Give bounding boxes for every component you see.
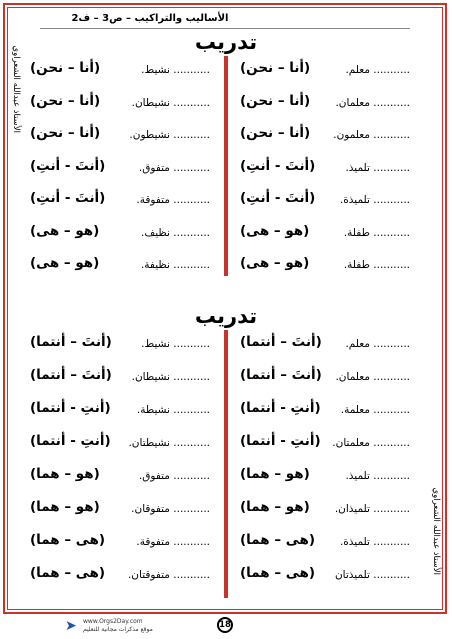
exercise-prompt: ........... معلمون. [333, 129, 410, 141]
exercise-prompt: ........... متفوقتان. [127, 569, 210, 581]
exercise-prompt: ........... متفوقة. [136, 536, 210, 548]
exercise-row-s2-right-3 [240, 400, 410, 422]
exercise-choices: (هى – هما) [240, 532, 315, 548]
exercise-prompt: ........... معلم. [345, 338, 410, 350]
exercise-row-s1-left-3 [30, 125, 210, 147]
exercise-choices: (هو – هى) [30, 222, 100, 239]
section-2-divider [224, 330, 228, 598]
exercise-row-s1-left-1 [30, 60, 210, 82]
exercise-prompt: ........... معلمتان. [332, 437, 410, 449]
exercise-prompt: ........... معلمة. [340, 404, 410, 416]
exercise-prompt: ........... تلميذتان [334, 569, 410, 581]
page-footer [55, 616, 395, 636]
exercise-choices: (أنا – نحن) [240, 60, 311, 76]
exercise-row-s2-left-1 [30, 334, 210, 356]
header-divider [40, 28, 410, 29]
exercise-choices: (أنتَ – أنتما) [240, 334, 322, 350]
exercise-row-s2-right-1 [240, 334, 410, 356]
exercise-row-s2-right-6 [240, 499, 410, 521]
exercise-row-s2-right-4 [240, 433, 410, 455]
exercise-row-s2-right-7 [240, 532, 410, 554]
exercise-row-s2-left-5 [30, 466, 210, 488]
exercise-prompt: ........... طفلة. [343, 259, 410, 271]
exercise-choices: (هو – هى) [240, 222, 310, 239]
exercise-prompt: ........... طفلة. [343, 226, 410, 239]
section-1-divider [224, 56, 228, 276]
site-logo-icon: ➤ [65, 618, 77, 634]
exercise-prompt: ........... متفوق. [138, 161, 210, 174]
exercise-prompt: ........... تلميذة. [339, 194, 410, 206]
exercise-choices: (أنتَ – أنتما) [240, 367, 322, 383]
exercise-choices: (هو – هى) [30, 255, 100, 271]
exercise-prompt: ........... متفوق. [138, 470, 210, 482]
exercise-choices: (أنا – نحن) [30, 92, 101, 109]
exercise-choices: (أنتِ - أنتما) [240, 433, 321, 449]
exercise-prompt: ........... نشيطة. [136, 404, 210, 416]
exercise-row-s2-left-4 [30, 433, 210, 455]
exercise-choices: (أنتِ - أنتما) [240, 400, 321, 416]
exercise-prompt: ........... معلم. [345, 64, 410, 76]
exercise-choices: (أنتَ – أنتما) [30, 334, 112, 350]
exercise-prompt: ........... متفوقة. [136, 194, 210, 206]
exercise-prompt: ........... تلميذة. [339, 536, 410, 548]
exercise-row-s2-right-5 [240, 466, 410, 488]
exercise-choices: (أنتَ - أنتِ) [30, 190, 106, 206]
exercise-prompt: ........... تلميذ. [345, 161, 410, 174]
exercise-row-s1-left-6 [30, 223, 210, 245]
exercise-prompt: ........... نشيطتان. [128, 437, 210, 449]
exercise-choices: (أنا – نحن) [240, 125, 311, 141]
exercise-row-s1-left-2 [30, 93, 210, 115]
exercise-choices: (هو – هما) [240, 499, 310, 515]
exercise-choices: (أنا – نحن) [30, 60, 101, 76]
exercise-row-s1-left-5 [30, 190, 210, 212]
exercise-row-s1-left-7 [30, 255, 210, 277]
exercise-choices: (أنتَ - أنتِ) [30, 157, 106, 174]
exercise-choices: (أنتَ - أنتِ) [240, 190, 316, 206]
exercise-row-s2-right-2 [240, 367, 410, 389]
exercise-row-s2-left-6 [30, 499, 210, 521]
exercise-prompt: ........... معلمان. [335, 371, 410, 383]
exercise-row-s2-left-2 [30, 367, 210, 389]
exercise-choices: (أنتَ - أنتِ) [240, 157, 316, 174]
exercise-row-s1-right-6 [240, 223, 410, 245]
exercise-choices: (أنتَ – أنتما) [30, 367, 112, 383]
exercise-row-s1-right-3 [240, 125, 410, 147]
exercise-choices: (أنا – نحن) [240, 92, 311, 109]
exercise-choices: (أنتِ - أنتما) [30, 400, 111, 416]
exercise-row-s1-right-1 [240, 60, 410, 82]
exercise-row-s2-left-3 [30, 400, 210, 422]
site-logo-text[interactable]: www.Orgs2Day.com موقع مذكرات مجانية للتعليم [83, 618, 153, 633]
exercise-prompt: ........... نشيط. [141, 64, 210, 76]
exercise-prompt: ........... نشيطان. [131, 371, 210, 383]
exercise-choices: (هو – هما) [30, 499, 100, 515]
exercise-prompt: ........... تلميذ. [345, 470, 410, 482]
exercise-choices: (هى – هما) [240, 565, 315, 581]
exercise-prompt: ........... نشيطان. [131, 96, 210, 109]
side-label-top: الأستاذ عبدالله الشعراوي [11, 45, 21, 133]
exercise-prompt: ........... نشيط. [141, 338, 210, 350]
exercise-row-s2-left-7 [30, 532, 210, 554]
exercise-prompt: ........... نظيف. [141, 226, 210, 239]
exercise-row-s1-right-2 [240, 93, 410, 115]
exercise-row-s1-right-4 [240, 158, 410, 180]
page-number: 18 [217, 617, 233, 633]
exercise-choices: (هو – هما) [240, 466, 310, 482]
exercise-choices: (هى – هما) [30, 565, 105, 581]
exercise-row-s1-left-4 [30, 158, 210, 180]
exercise-choices: (أنا – نحن) [30, 125, 101, 141]
exercise-prompt: ........... معلمان. [335, 96, 410, 109]
exercise-row-s2-right-8 [240, 565, 410, 587]
exercise-prompt: ........... نشيطون. [129, 129, 210, 141]
exercise-choices: (هى – هما) [30, 532, 105, 548]
section-1-title: تدريب [194, 30, 258, 54]
exercise-choices: (أنتِ - أنتما) [30, 433, 111, 449]
exercise-row-s1-right-5 [240, 190, 410, 212]
side-label-bottom: الأستاذ عبدالله الشعراوي [431, 487, 441, 575]
exercise-row-s1-right-7 [240, 255, 410, 277]
section-2-title: تدريب [194, 304, 258, 328]
exercise-prompt: ........... تلميذان. [334, 503, 410, 515]
exercise-prompt: ........... متفوقان. [131, 503, 210, 515]
page-header: الأساليب والتراكيب – ص3 – ف2 [71, 13, 229, 24]
exercise-choices: (هو – هى) [240, 255, 310, 271]
exercise-row-s2-left-8 [30, 565, 210, 587]
exercise-prompt: ........... نظيفة. [140, 259, 210, 271]
exercise-choices: (هو – هما) [30, 466, 100, 482]
